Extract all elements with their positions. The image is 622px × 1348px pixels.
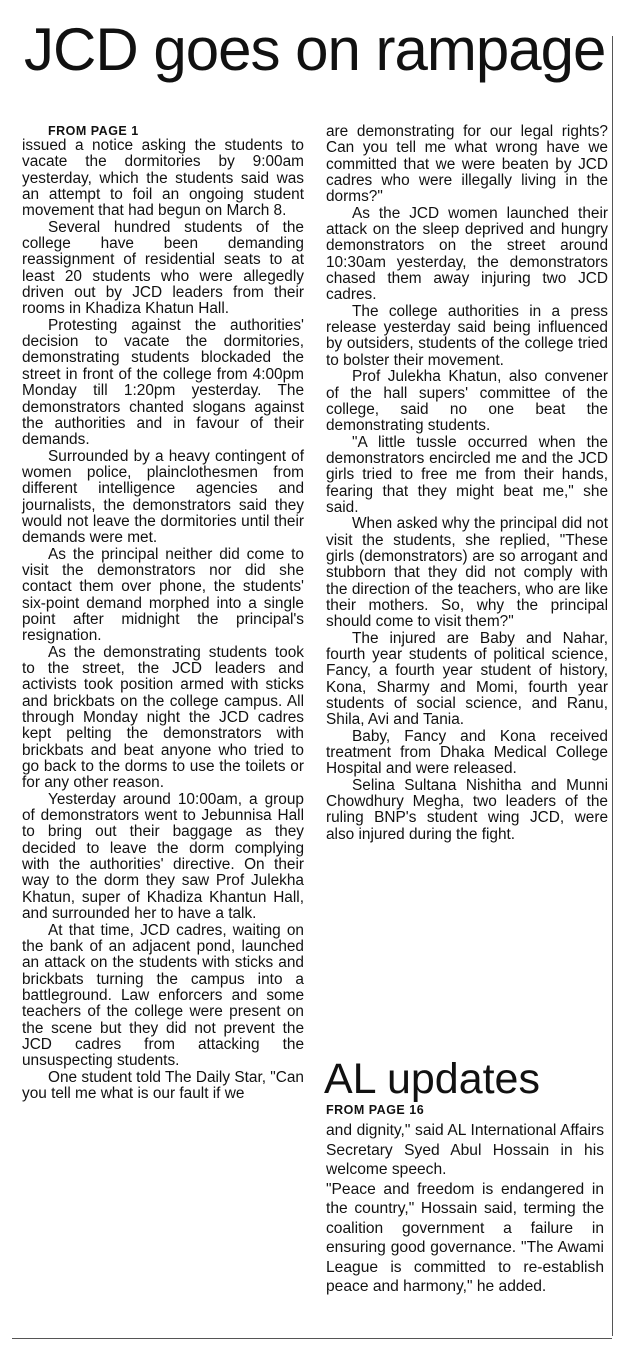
paragraph: When asked why the principal did not visit the students, she replied, "These girls (demonstrators) are so arrogant and stubborn that they did not comply with the direction of the teachers, who are like their mothers. So, why the principal should come to visit them?" bbox=[326, 515, 608, 631]
paragraph: At that time, JCD cadres, waiting on the bank of an adjacent pond, launched an attack on the students with sticks and brickbats turning the campus into a battleground. Law enforcers and some teachers of the college were present on the scene but they did not prevent the JCD cadres from attacking the unsuspecting students. bbox=[22, 921, 304, 1070]
headline-jcd-rampage: JCD goes on rampage bbox=[24, 16, 606, 83]
paragraph: Protesting against the authorities' decision to vacate the dormitories, demonstrating students blockaded the street in front of the college from 4:00pm Monday till 1:20pm yesterday. The demonstrators chanted slogans against the authorities and in favour of their demands. bbox=[22, 316, 304, 449]
paragraph: The college authorities in a press release yesterday said being influenced by outsiders, students of the college tried to bolster their movement. bbox=[326, 302, 608, 369]
jump-line-page-16: FROM PAGE 16 bbox=[326, 1103, 425, 1117]
bottom-rule bbox=[12, 1338, 612, 1339]
paragraph: As the JCD women launched their attack on the sleep deprived and hungry demonstrators on the street around 10:30am yesterday, the demonstrators chased them away injuring two JCD cadres. bbox=[326, 204, 608, 304]
paragraph: Yesterday around 10:00am, a group of demonstrators went to Jebunnisa Hall to bring out their baggage as they decided to leave the dorm complying with the authorities' directive. On their way to the dorm they saw Prof Julekha Khatun, super of Khadiza Khantun Hall, and surrounded her to have a talk. bbox=[22, 790, 304, 923]
story1-column-2 bbox=[326, 124, 608, 843]
headline-al-updates: AL updates bbox=[324, 1055, 540, 1103]
paragraph: One student told The Daily Star, "Can you tell me what is our fault if we bbox=[22, 1068, 304, 1102]
story2-column bbox=[326, 1121, 604, 1297]
paragraph: Several hundred students of the college have been demanding reassignment of residential seats to at least 20 students who were allegedly driven out by JCD leaders from their rooms in Khadiza Khatun Hall. bbox=[22, 218, 304, 318]
paragraph: Baby, Fancy and Kona received treatment from Dhaka Medical College Hospital and were released. bbox=[326, 727, 608, 778]
paragraph: As the principal neither did come to visit the demonstrators nor did she contact them over phone, the students' six-point demand morphed into a single point after midnight the principal's resignation. bbox=[22, 545, 304, 645]
paragraph: issued a notice asking the students to vacate the dormitories by 9:00am yesterday, which the students said was an attempt to foil an ongoing student movement that had begun on March 8. bbox=[22, 137, 304, 220]
paragraph: "Peace and freedom is endangered in the country," Hossain said, terming the coalition government a failure in ensuring good governance. "The Awami League is committed to re-establish peace and harmony," he added. bbox=[326, 1180, 604, 1295]
jump-line-page-1: FROM PAGE 1 bbox=[48, 124, 139, 138]
paragraph: Prof Julekha Khatun, also convener of the hall supers' committee of the college, said no one beat the demonstrating students. bbox=[326, 368, 608, 435]
paragraph: As the demonstrating students took to the street, the JCD leaders and activists took position armed with sticks and brickbats on the college campus. All through Monday night the JCD cadres kept pelting the demonstrators with brickbats and beat anyone who tried to go back to the dorms to use the toilets or for any other reason. bbox=[22, 643, 304, 792]
paragraph: Selina Sultana Nishitha and Munni Chowdhury Megha, two leaders of the ruling BNP's student wing JCD, were also injured during the fight. bbox=[326, 776, 608, 843]
column-rule-right bbox=[612, 36, 613, 1336]
paragraph: "A little tussle occurred when the demonstrators encircled me and the JCD girls tried to free me from their hands, fearing that they might beat me," she said. bbox=[326, 433, 608, 516]
story1-column-1 bbox=[22, 124, 304, 1102]
paragraph: and dignity," said AL International Affairs Secretary Syed Abul Hossain in his welcome speech. bbox=[326, 1122, 604, 1178]
paragraph: are demonstrating for our legal rights? Can you tell me what wrong have we committed that we were beaten by JCD cadres who were illegally living in the dorms?" bbox=[326, 123, 608, 206]
paragraph: Surrounded by a heavy contingent of women police, plainclothesmen from different intelligence agencies and journalists, the demonstrators said they would not leave the dormitories until their demands were met. bbox=[22, 447, 304, 547]
paragraph: The injured are Baby and Nahar, fourth year students of political science, Fancy, a fourth year student of history, Kona, Sharmy and Momi, fourth year students of social science, and Ranu, Shila, Avi and Tania. bbox=[326, 629, 608, 729]
